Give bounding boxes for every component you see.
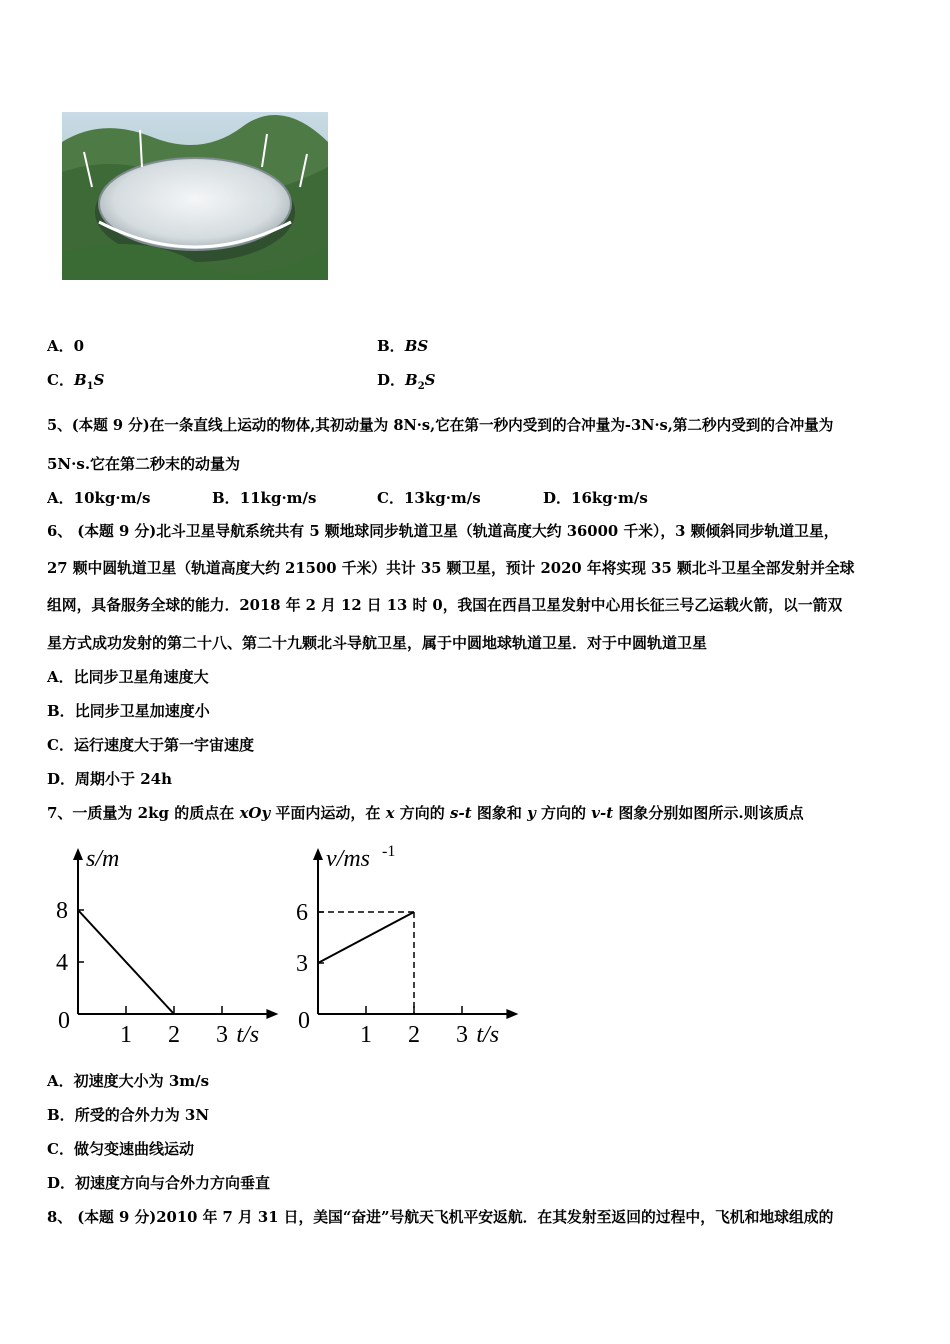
origin-label: 0 [58,1008,70,1034]
q6-option-a: A．比同步卫星角速度大 [47,668,209,686]
q4-option-a: A．0 [47,337,85,355]
x-axis-arrow [506,1009,518,1019]
q6-stem-line2: 27 颗中圆轨道卫星（轨道高度大约 21500 千米）共计 35 颗卫星，预计 2020 年将实现 35 颗北斗卫星全部发射并全球 [47,560,855,577]
q7-option-a: A．初速度大小为 3m/s [47,1072,210,1090]
x-tick-label: 1 [360,1022,372,1048]
v-t-graph [290,842,520,1052]
q7-option-b: B．所受的合外力为 3N [47,1106,210,1124]
q6-stem-line3: 组网，具备服务全球的能力．2018 年 2 月 12 日 13 时 0，我国在西昌卫星发射中心用长征三号乙运载火箭，以一箭双 [47,597,843,614]
x-tick-label: 3 [456,1022,468,1048]
q5-option-b: B．11kg·m/s [212,489,317,507]
series-line [318,912,414,963]
origin-label: 0 [298,1008,310,1034]
q6-option-b: B．比同步卫星加速度小 [47,702,210,720]
q5-stem-line1: 5、(本题 9 分)在一条直线上运动的物体,其初动量为 8N·s,它在第一秒内受到的合冲量为-3N·s,第二秒内受到的合冲量为 [47,417,834,434]
q6-option-c: C．运行速度大于第一宇宙速度 [47,736,254,754]
y-axis-label: s/m [86,846,120,872]
q4-option-b: B．BS [377,337,429,355]
q6-stem-line1: 6、 (本题 9 分)北斗卫星导航系统共有 5 颗地球同步轨道卫星（轨道高度大约 36000 千米），3 颗倾斜同步轨道卫星， [47,523,839,540]
q7-option-c: C．做匀变速曲线运动 [47,1140,194,1158]
y-axis-label: v/ms [326,846,370,872]
y-tick-label: 4 [56,950,68,976]
y-tick-label: 8 [56,898,68,924]
y-tick-label: 6 [296,900,308,926]
q5-stem-line2: 5N·s.它在第二秒末的动量为 [47,455,241,473]
x-tick-label: 2 [408,1022,420,1048]
x-tick-label: 1 [120,1022,132,1048]
y-axis-arrow [313,848,323,860]
y-tick-label: 3 [296,951,308,977]
q5-option-d: D．16kg·m/s [543,489,648,507]
telescope-photo [62,112,328,280]
q8-stem-line1: 8、 (本题 9 分)2010 年 7 月 31 日，美国“奋进”号航天飞机平安返航．在其发射至返回的过程中，飞机和地球组成的 [47,1209,834,1226]
q6-stem-line4: 星方式成功发射的第二十八、第二十九颗北斗导航卫星，属于中圆地球轨道卫星．对于中圆轨道卫星 [47,634,708,652]
x-axis-label: t/s [236,1022,260,1048]
x-tick-label: 2 [168,1022,180,1048]
series-line [78,910,174,1014]
x-axis-label: t/s [476,1022,500,1048]
q4-option-d: D．$B_2S$ [377,371,436,392]
q5-option-c: C．13kg·m/s [377,489,481,507]
q7-stem: 7、一质量为 2kg 的质点在 xOy 平面内运动，在 x 方向的 s-t 图象和 y 方向的 v-t 图象分别如图所示.则该质点 [47,804,804,822]
q7-option-d: D．初速度方向与合外力方向垂直 [47,1174,271,1192]
q4-option-c: C．$B_1S$ [47,371,105,392]
y-axis-arrow [73,848,83,860]
s-t-graph [50,842,280,1052]
x-axis-arrow [266,1009,278,1019]
q6-option-d: D．周期小于 24h [47,770,173,788]
y-axis-label-superscript: -1 [382,843,396,860]
x-tick-label: 3 [216,1022,228,1048]
q5-option-a: A．10kg·m/s [47,489,151,507]
